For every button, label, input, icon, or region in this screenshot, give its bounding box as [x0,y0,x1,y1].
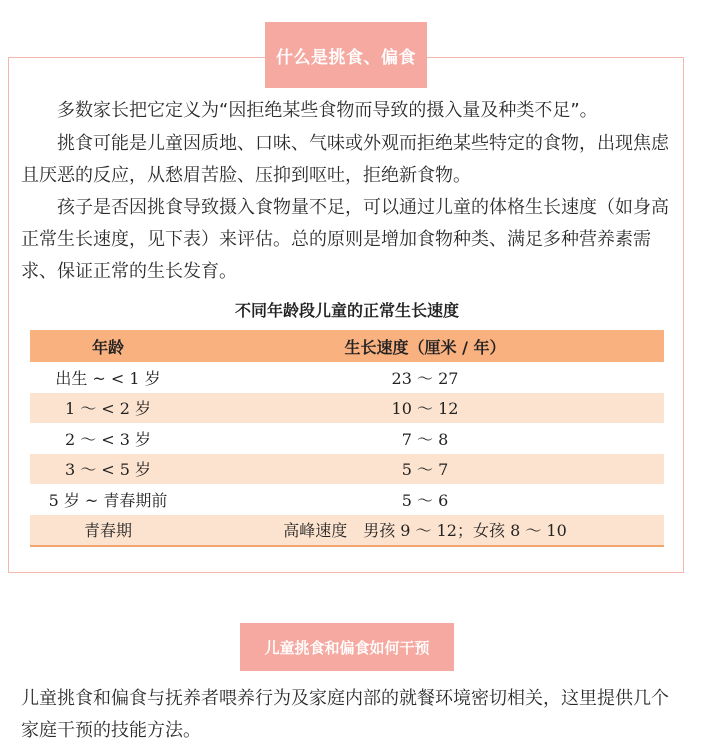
table-row [30,423,664,454]
section1-title: 什么是挑食、偏食 [265,22,427,88]
header-growth-rate: 生长速度（厘米 / 年） [186,330,664,362]
table-title: 不同年龄段儿童的正常生长速度 [234,301,459,320]
cell-rate: 高峰速度 男孩 9 ～ 12；女孩 8 ～ 10 [186,515,664,547]
cell-rate: 23 ～ 27 [391,368,459,388]
table-row [30,362,664,393]
cell-age: 出生 ~ < 1 岁 [55,368,161,388]
table-row [30,484,664,515]
cell-rate: 5 ～ 7 [186,454,664,485]
paragraph-definition: 多数家长把它定义为“因拒绝某些食物而导致的摄入量及种类不足”。 [57,100,598,121]
paragraph-assessment: 孩子是否因挑食导致摄入食物量不足，可以通过儿童的体格生长速度（如身高正常生长速度，见下表）来评估。总的原则是增加食物种类、满足多种营养素需求、保证正常的生长发育。 [21,197,669,282]
table-row [30,393,664,424]
paragraph-symptoms: 挑食可能是儿童因质地、口味、气味或外观而拒绝某些特定的食物，出现焦虑且厌恶的反应，从愁眉苦脸、压抑到呕吐，拒绝新食物。 [21,133,669,186]
cell-rate: 5 ～ 6 [401,490,449,510]
section2-title: 儿童挑食和偏食如何干预 [240,623,454,671]
cell-age: 5 岁 ~ 青春期前 [48,490,168,510]
cell-rate: 10 ～ 12 [186,393,664,424]
paragraph-intervention: 儿童挑食和偏食与抚养者喂养行为及家庭内部的就餐环境密切相关，这里提供几个家庭干预的技能方法。 [21,688,669,741]
cell-age: 2 ～ < 3 岁 [64,429,152,449]
cell-age: 青春期 [30,515,186,547]
cell-rate: 7 ～ 8 [401,429,449,449]
table-row [30,454,664,485]
table-row [30,515,664,547]
table-header-row [30,330,664,362]
cell-age: 3 ～ < 5 岁 [30,454,186,485]
growth-rate-table [30,330,664,547]
header-age: 年龄 [30,330,186,362]
cell-age: 1 ～ < 2 岁 [30,393,186,424]
